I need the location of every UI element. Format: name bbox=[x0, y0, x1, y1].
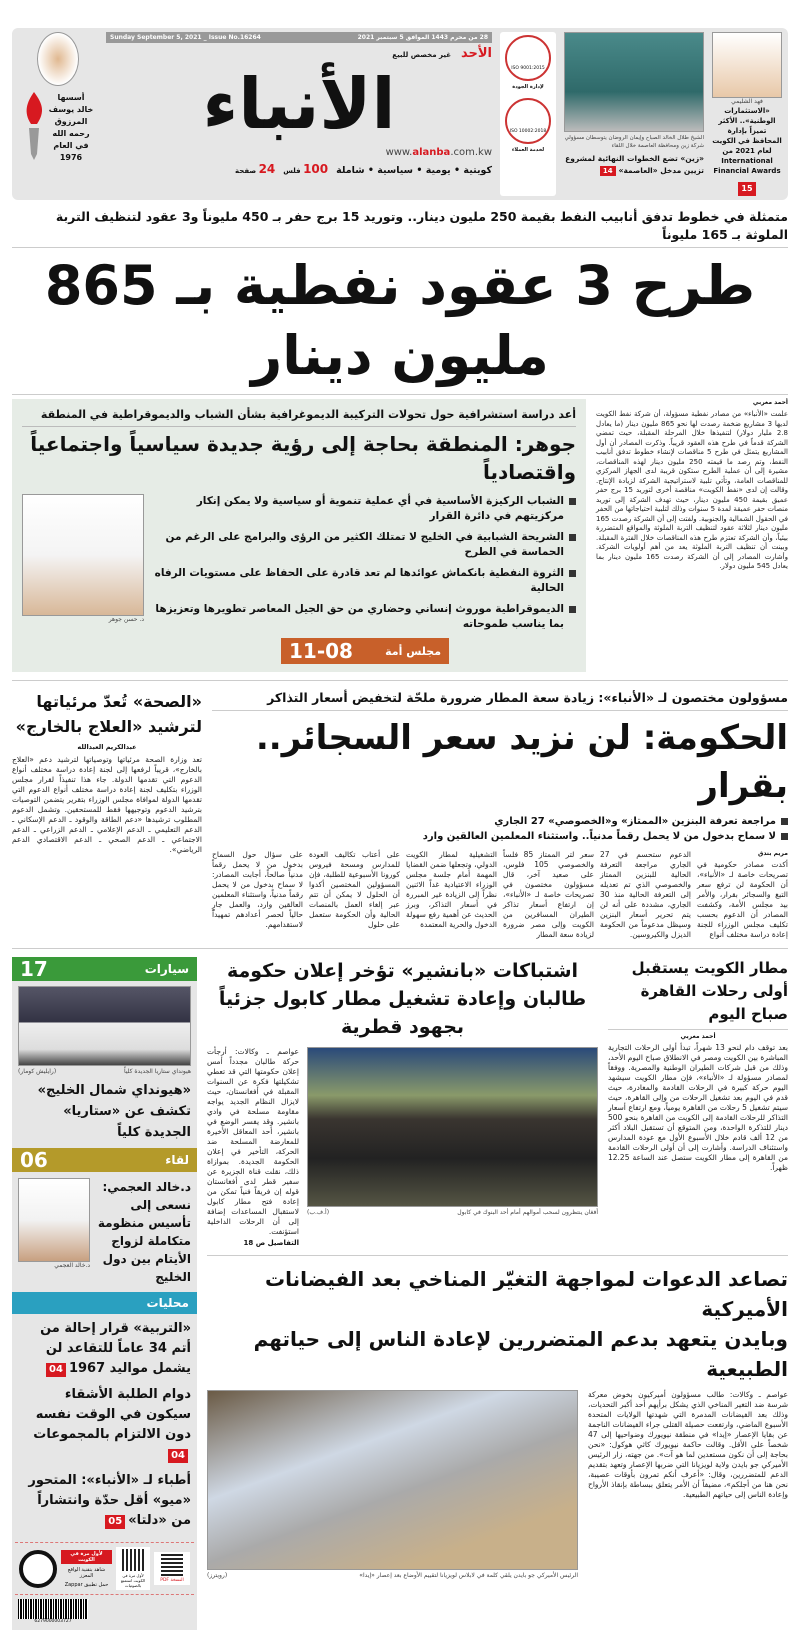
bullet bbox=[154, 530, 576, 560]
bullet-text: الثروة النفطية بانكماش عوائدها لم تعد قادرة على الحفاظ على مستويات الرفاه الحالية bbox=[154, 567, 564, 594]
bullet bbox=[154, 566, 576, 596]
founder-line: أسسها bbox=[57, 93, 85, 102]
section-banner-cars[interactable] bbox=[12, 957, 197, 981]
health-author: عبدالكريم العبدالله bbox=[77, 743, 137, 751]
day-label: الأحد bbox=[460, 46, 492, 61]
lead-kicker: متمثلة في خطوط تدفق أنابيب النفط بقيمة 250 مليون دينار.. وتوريد 15 برج حفر بـ 450 مليوناً و3 عقود لتنظيف التربة الملوثة بـ 165 مليوناً bbox=[55, 209, 788, 242]
jawhar-panel bbox=[12, 399, 586, 672]
ad-zappar: حمل تطبيق Zappar bbox=[64, 1581, 109, 1588]
page-badge: 05 bbox=[105, 1515, 125, 1529]
biden-photo bbox=[207, 1390, 578, 1570]
cig-col: التشغيلية لمطار الكويت الدولي، وتجعلها ضمن القضايا المهمة أمام جلسة مجلس الوزراء الاعتيادية غداً الاثنين نظراً إلى الزيادة غير المبررة في أسعار التذاكر، وبرز الحديث عن أهمية رفع سهولة الدخول والحرية المعتمدة bbox=[406, 850, 497, 929]
details-link[interactable]: التفاصيل ص 18 bbox=[243, 1239, 299, 1247]
zain-photo bbox=[564, 32, 704, 132]
airport-article bbox=[608, 957, 788, 1173]
web-suffix: .com.kw bbox=[450, 147, 492, 158]
cars-credit: (رايليش كومار) bbox=[18, 1068, 57, 1075]
founder-text bbox=[49, 92, 94, 166]
cig-col: سعر لتر الممتاز 85 فلساً والخصوصي 105 فلوس، على صعيد آخر، قال مسؤولون مختصون في تصريحات خاصة لـ «الأنباء»، إن ارتفاع أسعار تذاكر الطيران المسافرين من الكويت وإلى مصر ضرورة لزيادة سعة المطار bbox=[503, 850, 595, 939]
zain-block[interactable] bbox=[564, 32, 704, 196]
local-item-text: دوام الطلبة الأشقاء سيكون في الوقت نفسه دون الالتزام بالمجموعات bbox=[33, 1387, 191, 1442]
cig-col: أكدت مصادر حكومية في تصريحات خاصة لـ «الأنباء»، أن الحكومة لن ترفع سعر التبغ والسجائر بقرار، والأمر بيد مجلس الأمة، وكشفت المصادر أن الدعوم بحسب تكليف مجلس الوزراء للجنة إعادة دراسة مختلف أنواع bbox=[697, 860, 788, 939]
kabul-credit: (أ.ف.ب) bbox=[307, 1209, 330, 1216]
website[interactable] bbox=[106, 147, 492, 158]
local-item[interactable] bbox=[18, 1319, 191, 1379]
iso-panel bbox=[500, 32, 556, 196]
founder-line: المرزوق bbox=[54, 117, 88, 126]
airport-author: أحمد مغربي bbox=[680, 1033, 716, 1040]
barcode bbox=[18, 1599, 88, 1619]
logo-block bbox=[106, 32, 492, 196]
founder-line: رحمه الله bbox=[52, 129, 90, 138]
qr-label: لأول مرة في الكويت استمتع بالصوتيات bbox=[120, 1573, 146, 1588]
taliban-article bbox=[207, 957, 598, 1247]
lead-body: علمت «الأنباء» من مصادر نفطية مسؤولة، أن شركة نفط الكويت لديها 3 مشاريع ضخمة رصدت لها نحو 865 مليون دينار (ما يعادل 2.8 مليار دولار) لتنفيذها خلال المرحلة المقبلة، حيث تمضي الشركة قدماً في طرح هذه العقود قريباً. وذكرت المصادر أن أول المشاريع يتمثل في طرح 5 مناقصات لإنشاء خطوط تدفق أنابيب النفط، وتم رصد ما قيمته 250 مليون دينار لهذه المناقصات، مشيرة إلى أن عملية الطرح ستكون قريبة لدى الجهاز المركزي للمناقصات العامة، وتأتي تلبية لاستراتيجية الشركة لزيادة الإنتاج. وقالت إن لدى «نفط الكويت» مناقصة أخرى لتوريد 15 برج حفر عميق بقيمة 450 مليون دينار، حيث تهدف الشركة إلى توريد منصات حفر عميقة لمدة 5 سنوات وذلك لتلبية احتياجاتها من الحفر في الحقول الشمالية والجنوبية. ولفتت إلى أن الشركة رصدت 165 مليون دينار لثلاثة عقود لتنظيف التربة الملوثة والمواقع المتضررة بيئياً، وأن الشركة تعتزم طرح هذه المناقصات خلال الفترة المقبلة. وبينت أن تنظيف التربة الملوثة يعد من أهم أولويات الشركة. وأشارت المصادر إلى أن الشركة رصدت 165 مليون دينار بما يعادل 545 مليون دولار. bbox=[596, 410, 789, 570]
jawhar-photo bbox=[22, 494, 144, 616]
cig-headline[interactable]: الحكومة: لن نزيد سعر السجائر.. بقرار bbox=[255, 718, 788, 806]
ads-strip bbox=[15, 1542, 194, 1595]
lower-main bbox=[207, 957, 788, 1580]
biden-caption: الرئيس الأميركي جو بايدن يلقي كلمة في لابلاس لويزيانا لتقييم الأوضاع بعد إعصار «إيدا» bbox=[359, 1572, 578, 1579]
kabul-caption: أفغان ينتظرون لسحب أموالهم أمام أحد البنوك في كابول bbox=[457, 1209, 598, 1216]
zain-caption: الشيخ طلال الخالد الصباح وإيمان الروضان يتوسطان مسؤولي شركة زين ومحافظة العاصمة خلال اللقاء bbox=[564, 135, 704, 149]
cig-columns bbox=[212, 850, 788, 940]
climate-headline[interactable]: تصاعد الدعوات لمواجهة التغيّر المناخي بعد الفيضانات الأميركية bbox=[265, 1267, 788, 1321]
iso1-label: لإدارة الجودة bbox=[512, 84, 544, 90]
section-page: 06 bbox=[20, 1148, 48, 1172]
bullet-text: لا سماح بدخول من لا يحمل رقماً مدنياً.. واستثناء المعلمين العالقين وارد bbox=[422, 831, 776, 842]
climate-subheadline[interactable]: وبايدن يتعهد بدعم المتضررين لإعادة الناس إلى حياتهم الطبيعية bbox=[253, 1327, 788, 1381]
fahad-photo bbox=[712, 32, 782, 98]
zain-headline-text: «زين» تضع الخطوات النهائية لمشروع تزيين مدخل «العاصمة» bbox=[565, 154, 704, 175]
newspaper-logo[interactable]: الأنباء bbox=[202, 63, 396, 145]
cars-caption: هيونداي ستاريا الجديدة كلياً bbox=[123, 1068, 191, 1075]
biden-credit: (رويترز) bbox=[207, 1572, 228, 1579]
masthead bbox=[12, 28, 788, 200]
founder-line: خالد يوسف bbox=[48, 105, 94, 114]
cig-kicker: مسؤولون مختصون لـ «الأنباء»: زيادة سعة المطار ضرورة ملحّة لتخفيض أسعار التذاكر bbox=[267, 690, 788, 705]
flame-pen-icon bbox=[23, 92, 45, 166]
ar-logo-icon bbox=[19, 1550, 57, 1588]
kabul-photo bbox=[307, 1047, 598, 1207]
section-banner-interview[interactable] bbox=[12, 1148, 197, 1172]
kabul-caption-row bbox=[307, 1209, 598, 1217]
jawhar-headline[interactable]: جوهر: المنطقة بحاجة إلى رؤية جديدة سياسياً واجتماعياً واقتصادياً bbox=[30, 432, 576, 484]
lead-headline[interactable]: طرح 3 عقود نفطية بـ 865 مليون دينار bbox=[44, 254, 756, 387]
interview-photo bbox=[18, 1178, 90, 1262]
local-item-text: أطباء لـ «الأنباء»: المتحور «ميو» أقل حدّة وانتشاراً من «دلتا» bbox=[28, 1473, 191, 1528]
bullet bbox=[154, 494, 576, 524]
qr-code-icon bbox=[122, 1549, 144, 1571]
investments-headline: «الاستثمارات الوطنية».. الأكثر تميزاً بإدارة المحافظ في الكويت لعام 2021 من International Financial Awards bbox=[712, 107, 782, 175]
zain-headline bbox=[564, 153, 704, 177]
section-label: مجلس أمة bbox=[385, 644, 441, 658]
local-item-text: «التربية» قرار إحالة من أتم 34 عاماً للتقاعد لن يشمل مواليد 1967 bbox=[40, 1321, 191, 1376]
cars-photo bbox=[18, 986, 191, 1066]
iso-seal-icon bbox=[505, 98, 551, 144]
fahad-caption: فهد الشليمي bbox=[731, 98, 763, 105]
founder-line: 1976 bbox=[59, 153, 83, 162]
ar-ad[interactable] bbox=[61, 1550, 112, 1588]
cars-headline[interactable]: «هيونداي شمال الخليج» تكشف عن «ستاريا» الجديدة كلياً bbox=[37, 1083, 191, 1140]
health-headline[interactable]: «الصحة» تُعدّ مرئياتها لترشيد «العلاج بالخارج» bbox=[15, 692, 202, 736]
interview-headline[interactable]: د.خالد العجمي: نسعى إلى تأسيس منظومة متكاملة لزواج الأيتام بين دول الخليج bbox=[97, 1180, 191, 1284]
lead-author: أحمد مغربي bbox=[752, 399, 788, 406]
web-brand: alanba bbox=[412, 147, 451, 158]
page-badge: 14 bbox=[600, 166, 616, 176]
page-count bbox=[235, 162, 275, 176]
local-item[interactable] bbox=[18, 1385, 191, 1465]
climate-body: عواصم ـ وكالات: طالب مسؤولون أميركيون بخوض معركة شرسة ضد التغير المناخي الذي يشكل برأيهم أحد أكبر التحديات، وذلك بعد الفيضانات المدمرة التي شهدتها الولايات المتحدة الأسبوع الماضي، وارتفعت حصيلة القتلى جراء الفيضانات الناجمة عن بقايا الإعصار «إيدا» في منطقة نيويورك وضواحيها إلى 47 شخصاً على الأقل. وقالت حاكمة نيويورك كاثي هوكول: «نحن بحاجة إلى أن نكون مستعدين لما هو آت». من جهته، زار الرئيس الأميركي جو بايدن ولاية لويزيانا التي ضربها الإعصار وتعهد بتقديم الدعم للمتضررين، وقال: «أعرف أنكم تمرون بأوقات عصيبة، نحن هنا من أجلكم»، مضيفاً أن الأمر يتعلق ببساطة بإنقاذ الأرواح وإعادة الناس إلى حياتهم الطبيعية. bbox=[588, 1390, 788, 1499]
section-label: لقاء bbox=[165, 1153, 189, 1167]
ad-title: لأول مرة في الكويت bbox=[61, 1550, 112, 1564]
section-banner-local[interactable] bbox=[12, 1292, 197, 1314]
cigarettes-article bbox=[212, 689, 788, 940]
date-arabic: 28 من محرم 1443 الموافق 5 سبتمبر 2021 bbox=[357, 34, 488, 41]
page-badge: 04 bbox=[168, 1449, 188, 1463]
taliban-body: عواصم ـ وكالات: أرجأت حركة طالبان مجدداً أمس إعلان حكومتها التي قد تعطي تشكيلتها فكرة عن السنوات المقبلة في أفغانستان، حيث لايزال النظام الجديد يواجه مقاومة مسلحة في وادي بانشير. وقد يفسر الوضع في بانشير، أحد المعاقل الأخيرة للمعارضة المسلحة ضد الحركة، التأخير في إعلان الحكومة الجديدة. بموازاة ذلك، نقلت قناة الجزيرة عن سفير قطر لدى أفغانستان قوله إن فريقاً فنياً تمكن من إعادة فتح مطار كابول لاستقبال المساعدات إضافة إلى أن الرحلات الداخلية استؤنفت. bbox=[207, 1047, 299, 1236]
iso1: ISO 9001:2015 bbox=[511, 66, 545, 71]
cig-author: مريم بندق bbox=[757, 850, 788, 857]
health-body: تعد وزارة الصحة مرئياتها وتوصياتها لترشيد دعم «العلاج بالخارج»، قريباً لرفعها إلى لجنة إعادة دراسة مختلف أنواع الدعوم التي تقدمها الدولة. جاء هذا تنفيذاً لقرار مجلس الوزراء بتكليف لجنة إعادة دراسة مختلف أنواع الدعوم التي تقدمها الدولة لموافاة مجلس الوزراء بتقرير يتضمن التوصيات بترشيد الدعوم وتوجيهها فقط للمستحقين. وتشمل الدعوم المطلوب ترشيدها «دعم الطاقة والوقود ـ الدعم الإسكاني ـ الدعم التعليمي ـ الدعم الإعلامي ـ الدعم الزراعي ـ الدعم الاجتماعي ـ الدعم الصحي ـ الدعم الاقتصادي الدعم الرياضي». bbox=[12, 755, 202, 854]
left-sidebar bbox=[12, 957, 197, 1630]
section-pages: 11-08 bbox=[289, 639, 353, 663]
qr-label: النسخة PDF bbox=[160, 1578, 184, 1583]
qr-pdf[interactable] bbox=[154, 1552, 190, 1585]
founder-line: في العام bbox=[53, 141, 89, 150]
founder-block bbox=[18, 32, 98, 196]
qr-audio[interactable] bbox=[116, 1547, 150, 1590]
price-unit: فلس bbox=[283, 167, 301, 175]
pages-unit: صفحة bbox=[235, 167, 257, 175]
section-page: 17 bbox=[20, 957, 48, 981]
cig-bullets bbox=[212, 814, 788, 844]
bullet bbox=[154, 602, 576, 632]
jawhar-kicker: أعد دراسة استشرافية حول تحولات التركيبة الديموغرافية بشأن الشباب والديموقراطية في المنطقة bbox=[40, 408, 576, 421]
cig-col: على سؤال حول السماح بدخول من لا يحمل رقماً مدنياً صالحاً، أجابت المصادر: لا سماح بدخول من لا يحمل رقماً مدنياً، واستثناء المعلمين العالقين وارد، والعمل جارٍ حالياً لحصر أعدادهم تمهيداً لاستقدامهم. bbox=[212, 850, 303, 929]
airport-body: بعد توقف دام لنحو 13 شهراً، تبدأ أولى الرحلات التجارية المباشرة بين الكويت ومصر في الانطلاق صباح اليوم الأحد، وذلك من قبل شركات الطيران الوطنية والمصرية. ووفقاً لمصادر مسؤولة لـ «الأنباء»، فإن مطار الكويت سيشهد اليوم حركة كبيرة في الرحلات القادمة والمغادرة، حيث قدم في اليوم بعد تشغيل الرحلات من وإلى القاهرة، حيث سيتم تشغيل 5 رحلات من القاهرة يومياً، ومع ارتفاع أسعار التذاكر للرحلات القادمة إلى الكويت من القاهرة بنحو 500 دينار للتذكرة الواحدة، ومن المتوقع أن تستقبل البلاد أكثر من 12 ألف قادم خلال الأسبوع الأول مع عودة المدارس واستئناف الدراسة. وأشارت إلى أن أولى الرحلات القادمة من القاهرة إلى مطار الكويت ستصل عند الساعة 12.25 ظهراً. bbox=[608, 1043, 788, 1172]
investments-block[interactable] bbox=[712, 32, 782, 196]
local-items bbox=[12, 1314, 197, 1542]
ad-text: شاهد بتقنية الواقع المعزز bbox=[67, 1566, 106, 1579]
bullet-text: الديموقراطية موروث إنساني وحضاري من حق الجيل المعاصر تطويرها وتعزيزها بما يناسب طموحاته bbox=[155, 603, 564, 630]
taliban-headline[interactable]: اشتباكات «بانشير» تؤخر إعلان حكومة طالبان وإعادة تشغيل مطار كابول جزئياً بجهود قطرية bbox=[218, 960, 587, 1038]
bullet-text: الشباب الركيزة الأساسية في أي عملية تنموية أو سياسية ولا يمكن إنكار مركزيتهم في دائرة القرار bbox=[196, 495, 564, 522]
iso2: ISO 10002:2018 bbox=[509, 129, 547, 134]
section-label: محليات bbox=[146, 1296, 189, 1310]
columnist-portrait bbox=[37, 32, 79, 86]
section-label: سيارات bbox=[144, 962, 189, 976]
iso-seal-icon bbox=[505, 35, 551, 81]
cars-caption-row bbox=[18, 1068, 191, 1076]
health-article bbox=[12, 689, 202, 855]
jawhar-bullets bbox=[154, 494, 576, 664]
lead-article bbox=[596, 399, 788, 572]
web-prefix: www. bbox=[385, 147, 413, 158]
date-bar bbox=[106, 32, 492, 43]
interview-caption: د.خالد العجمي bbox=[54, 1262, 90, 1269]
biden-caption-row bbox=[207, 1572, 578, 1580]
local-item[interactable] bbox=[18, 1471, 191, 1531]
airport-headline[interactable]: مطار الكويت يستقبل أولى رحلات القاهرة صباح اليوم bbox=[631, 959, 788, 1023]
section-banner-parliament[interactable] bbox=[281, 638, 449, 664]
price-value: 100 bbox=[303, 162, 329, 176]
price bbox=[283, 162, 328, 176]
bullet-text: مراجعة تعرفة البنزين «الممتاز» و«الخصوصي» 27 الجاري bbox=[494, 816, 776, 827]
iso2-label: لخدمة العملاء bbox=[511, 147, 545, 153]
page-badge: 04 bbox=[46, 1363, 66, 1377]
jawhar-caption: د. حسن جوهر bbox=[108, 616, 144, 623]
cig-col: الدعوم ستحسم في 27 الجاري مراجعة التعرفة الحالية للبنزين الممتاز والخصوصي الذي تم تعديله إلى التعرفة الحالية منذ 30 الجاري، مشددة على أنه لن يتم تحرير أسعار البنزين وسيظل مدعوماً من الحكومة الديزل والكيروسين. bbox=[600, 850, 691, 939]
cig-col: على أعتاب تكاليف العودة للمدارس ومسحة فيروس كورونا الأسبوعية للطلبة، فإن المسؤولين المختصين أكدوا أن الحلول لا يمكن أن تتم عبر إلغاء العمل بالمنصات الحالية وأن الحكومة ستعمل على حلول bbox=[309, 850, 400, 929]
bullet-text: الشريحة الشبابية في الخليج لا تمتلك الكثير من الرؤى والبرامج على الرغم من الحماسة في الطرح bbox=[165, 531, 564, 558]
tagline: كويتية • يومية • سياسية • شاملة bbox=[336, 165, 492, 176]
pages-value: 24 bbox=[258, 162, 276, 176]
qr-code-icon bbox=[161, 1554, 183, 1576]
barcode-number: 6279000003727 bbox=[34, 1619, 72, 1624]
page-badge: 15 bbox=[738, 182, 755, 196]
date-english: Sunday September 5, 2021 _ Issue No.16264 bbox=[110, 34, 261, 41]
not-for-sale: غير مخصص للبيع bbox=[392, 51, 451, 59]
